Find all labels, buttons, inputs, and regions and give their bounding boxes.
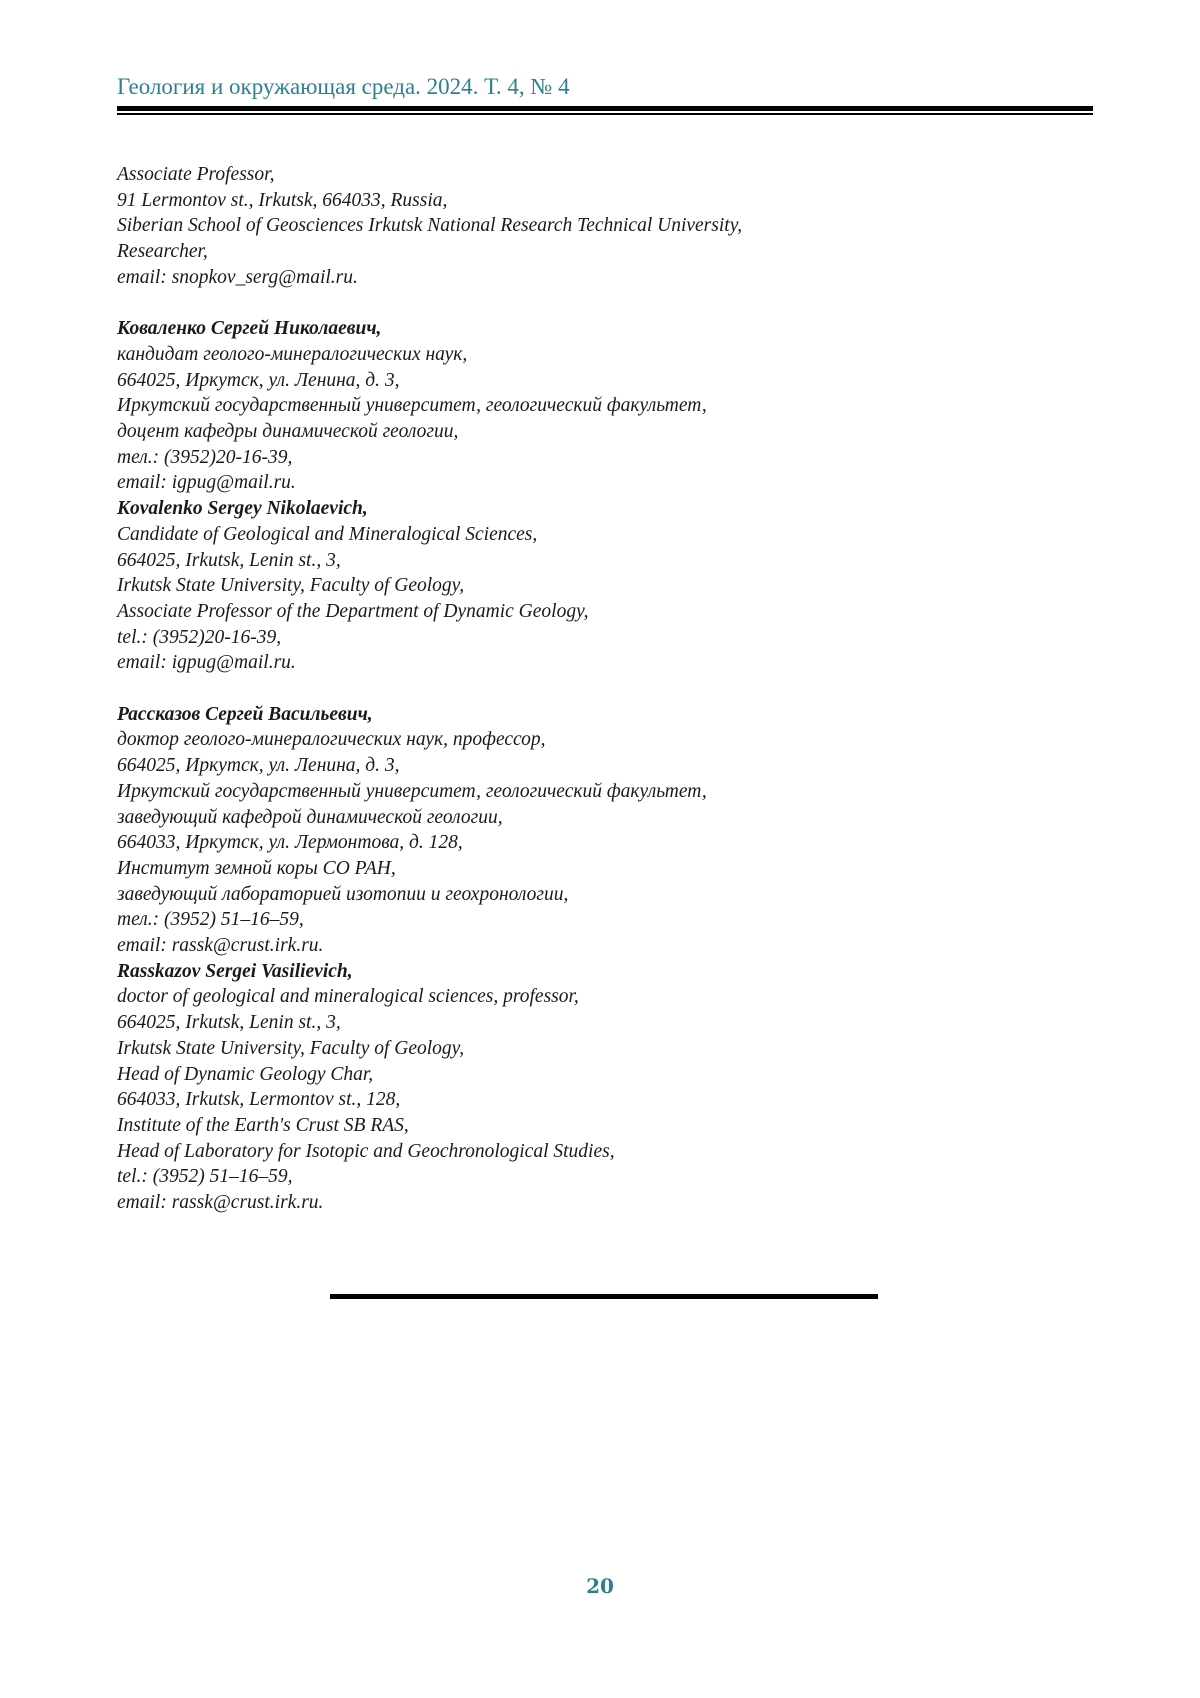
email-line: email: igpug@mail.ru. [117, 652, 296, 674]
info-line: Researcher, [117, 241, 208, 263]
info-line: 664025, Иркутск, ул. Ленина, д. 3, [117, 369, 400, 391]
info-line: доктор геолого-минералогических наук, профессор, [117, 729, 546, 751]
info-line: 664025, Irkutsk, Lenin st., 3, [117, 1012, 341, 1034]
header-rule-thick [117, 106, 1093, 111]
block-gap [117, 291, 1077, 317]
info-line: 664033, Irkutsk, Lermontov st., 128, [117, 1089, 401, 1111]
info-line: Siberian School of Geosciences Irkutsk National Research Technical University, [117, 215, 743, 237]
email-line: email: snopkov_serg@mail.ru. [117, 266, 358, 288]
info-line: Associate Professor of the Department of Dynamic Geology, [117, 600, 589, 622]
info-line: Institute of the Earth's Crust SB RAS, [117, 1114, 409, 1136]
email-line: email: igpug@mail.ru. [117, 472, 296, 494]
author-name: Рассказов Сергей Васильевич, [117, 703, 373, 725]
email-line: email: rassk@crust.irk.ru. [117, 935, 324, 957]
journal-header [117, 72, 1093, 115]
info-line: Associate Professor, [117, 164, 275, 185]
section-end-rule [330, 1294, 878, 1299]
info-line: кандидат геолого-минералогических наук, [117, 343, 468, 365]
info-line: Институт земной коры СО РАН, [117, 857, 396, 879]
info-line: 664025, Irkutsk, Lenin st., 3, [117, 549, 341, 571]
author-name: Коваленко Сергей Николаевич, [117, 318, 382, 340]
info-line: доцент кафедры динамической геологии, [117, 421, 459, 443]
info-line: заведующий лабораторией изотопии и геохронологии, [117, 883, 569, 905]
info-line: Irkutsk State University, Faculty of Geology, [117, 575, 465, 597]
block-gap [117, 676, 1077, 702]
info-line: Иркутский государственный университет, геологический факультет, [117, 780, 707, 802]
info-line: Иркутский государственный университет, геологический факультет, [117, 395, 707, 417]
info-line: заведующий кафедрой динамической геологии, [117, 806, 503, 828]
info-line: doctor of geological and mineralogical sciences, professor, [117, 986, 579, 1008]
author-name: Kovalenko Sergey Nikolaevich, [117, 498, 368, 520]
author-info [117, 162, 1077, 1216]
info-line: 664033, Иркутск, ул. Лермонтова, д. 128, [117, 832, 463, 854]
header-rule-thin [117, 113, 1093, 115]
info-line: Irkutsk State University, Faculty of Geology, [117, 1037, 465, 1059]
info-line: 664025, Иркутск, ул. Ленина, д. 3, [117, 755, 400, 777]
info-line: Candidate of Geological and Mineralogical Sciences, [117, 523, 538, 545]
info-line: Head of Laboratory for Isotopic and Geochronological Studies, [117, 1140, 615, 1162]
phone-line: tel.: (3952) 51–16–59, [117, 1166, 293, 1188]
info-line: Head of Dynamic Geology Char, [117, 1063, 374, 1085]
journal-title: Геология и окружающая среда. 2024. Т. 4, № 4 [117, 74, 570, 99]
phone-line: тел.: (3952) 51–16–59, [117, 909, 304, 931]
phone-line: тел.: (3952)20-16-39, [117, 446, 293, 468]
phone-line: tel.: (3952)20-16-39, [117, 626, 282, 648]
author-name: Rasskazov Sergei Vasilievich, [117, 960, 353, 982]
email-line: email: rassk@crust.irk.ru. [117, 1192, 324, 1214]
info-line: 91 Lermontov st., Irkutsk, 664033, Russia, [117, 189, 448, 211]
page-number: 20 [586, 1574, 614, 1598]
